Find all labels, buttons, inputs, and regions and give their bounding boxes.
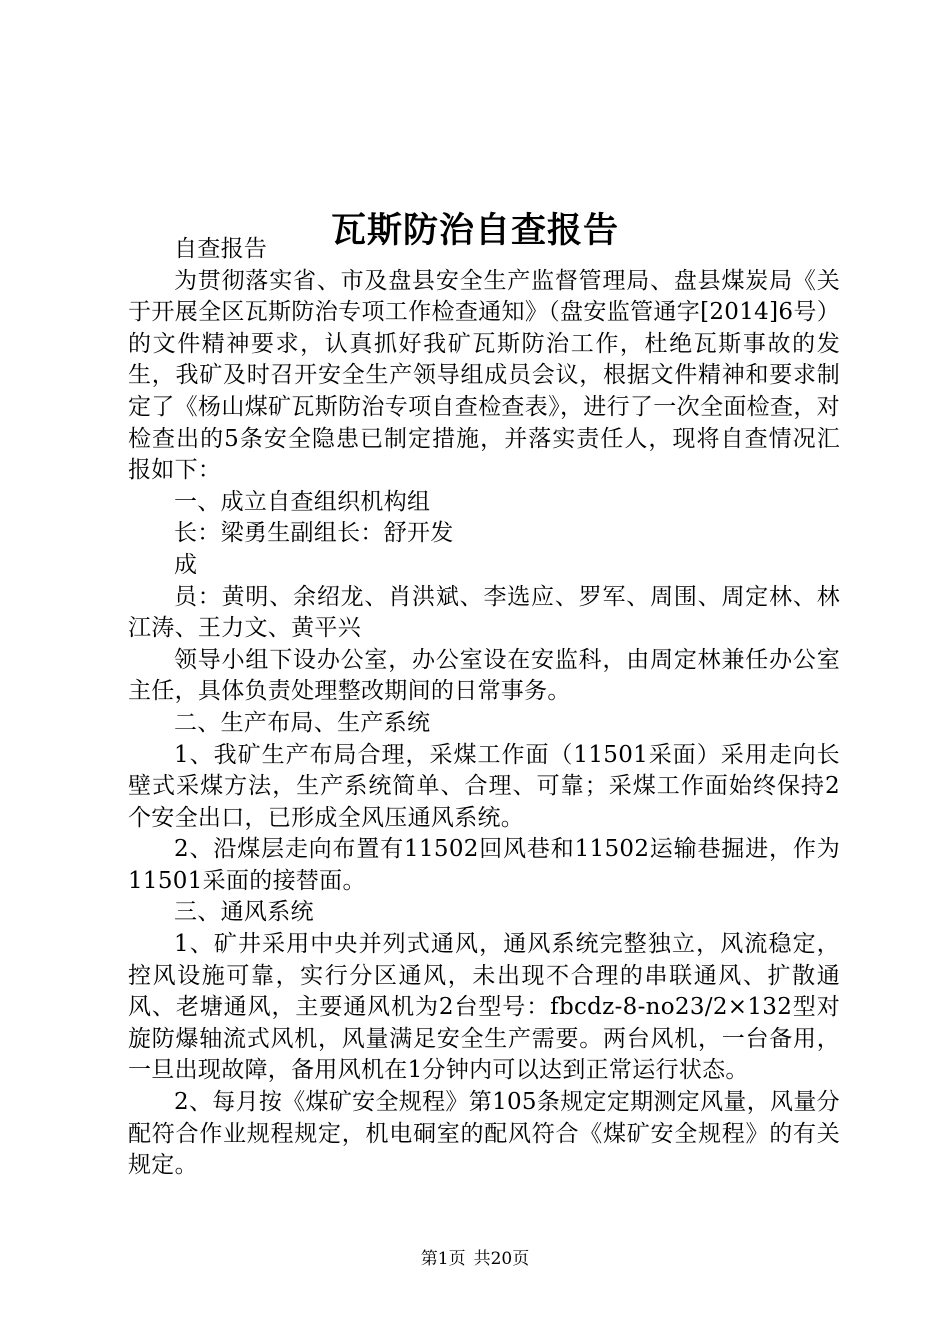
paragraph: 1、矿井采用中央并列式通风，通风系统完整独立，风流稳定，控风设施可靠，实行分区通风，未出现不合理的串联通风、扩散通风、老塘通风，主要通风机为2台型号：fbcdz-8-no23/2×132型对旋防爆轴流式风机，风量满足安全生产需要。两台风机，一台备用，一旦出现故障，备用风机在1分钟内可以达到正常运行状态。	[128, 931, 840, 1084]
paragraph: 领导小组下设办公室，办公室设在安监科，由周定林兼任办公室主任，具体负责处理整改期间的日常事务。	[128, 646, 840, 705]
document-title: 瓦斯防治自查报告	[330, 210, 619, 252]
page-total: 共20页	[473, 1249, 530, 1269]
section-heading: 一、成立自查组织机构组	[174, 488, 431, 515]
paragraph: 1、我矿生产布局合理，采煤工作面（11501采面）采用走向长壁式采煤方法，生产系统简单、合理、可靠；采煤工作面始终保持2个安全出口，已形成全风压通风系统。	[128, 741, 840, 831]
paragraph: 2、每月按《煤矿安全规程》第105条规定定期测定风量，风量分配符合作业规程规定，机电硐室的配风符合《煤矿安全规程》的有关规定。	[128, 1089, 840, 1179]
document-body	[128, 234, 840, 1182]
paragraph: 长：梁勇生副组长：舒开发	[174, 520, 454, 547]
section-heading: 二、生产布局、生产系统	[174, 709, 431, 736]
page-footer	[0, 1244, 950, 1269]
paragraph: 成	[174, 551, 198, 578]
paragraph: 2、沿煤层走向布置有11502回风巷和11502运输巷掘进，作为11501采面的接替面。	[128, 836, 840, 894]
paragraph: 为贯彻落实省、市及盘县安全生产监督管理局、盘县煤炭局《关于开展全区瓦斯防治专项工作检查通知》（盘安监管通字[2014]6号）的文件精神要求，认真抓好我矿瓦斯防治工作，杜绝瓦斯事故的发生，我矿及时召开安全生产领导组成员会议，根据文件精神和要求制定了《杨山煤矿瓦斯防治专项自查检查表》，进行了一次全面检查，对检查出的5条安全隐患已制定措施，并落实责任人，现将自查情况汇报如下：	[128, 267, 840, 484]
paragraph: 自查报告	[174, 236, 268, 262]
page-number: 第1页	[420, 1249, 466, 1269]
paragraph: 员：黄明、余绍龙、肖洪斌、李选应、罗军、周围、周定林、林江涛、王力文、黄平兴	[128, 583, 840, 642]
section-heading: 三、通风系统	[174, 899, 314, 926]
